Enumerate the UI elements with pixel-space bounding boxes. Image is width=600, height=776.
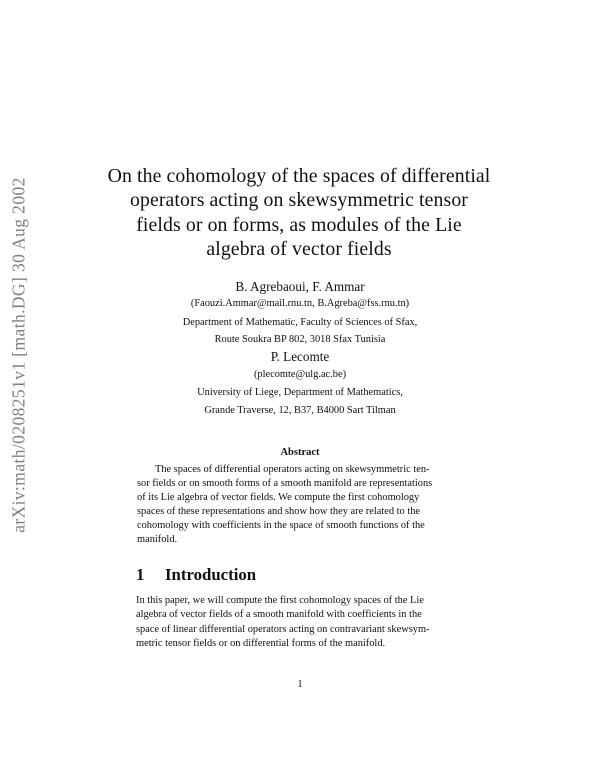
introduction-line: algebra of vector fields of a smooth manifold with coefficients in the	[136, 609, 422, 621]
title-line: operators acting on skewsymmetric tensor	[130, 189, 468, 212]
paper-title	[98, 164, 500, 262]
abstract-line: cohomology with coefficients in the space of smooth functions of the	[137, 520, 425, 532]
abstract-line: sor fields or on smooth forms of a smooth manifold are representations	[137, 478, 433, 490]
author-emails-group1: (Faouzi.Ammar@mail.rnu.tn, B.Agreba@fss.rnu.tn)	[190, 298, 410, 309]
abstract-heading: Abstract	[280, 447, 320, 458]
page-number: 1	[297, 679, 303, 690]
author-names-group2: P. Lecomte	[270, 349, 330, 364]
abstract-line: manifold.	[137, 534, 178, 546]
section-number: 1	[136, 565, 145, 584]
affiliation-line1-group2: University of Liege, Department of Mathematics,	[197, 387, 403, 398]
author-names-group1: B. Agrebaoui, F. Ammar	[235, 279, 365, 294]
abstract-line: spaces of these representations and show how they are related to the	[137, 506, 421, 518]
introduction-body	[136, 594, 466, 651]
arxiv-identifier-stamp: arXiv:math/0208251v1 [math.DG] 30 Aug 2002	[8, 177, 29, 533]
title-line: On the cohomology of the spaces of differential	[107, 165, 491, 187]
author-emails-group2: (plecomte@ulg.ac.be)	[253, 369, 347, 380]
affiliation-line2-group1: Route Soukra BP 802, 3018 Sfax Tunisia	[214, 334, 386, 345]
affiliation-line2-group2: Grande Traverse, 12, B37, B4000 Sart Tilman	[204, 405, 396, 416]
introduction-line: metric tensor fields or on differential forms of the manifold.	[136, 637, 386, 649]
section-title: Introduction	[165, 565, 257, 584]
title-line: fields or on forms, as modules of the Lie	[136, 213, 462, 236]
abstract-line: of its Lie algebra of vector fields. We compute the first cohomology	[137, 492, 420, 504]
affiliation-line1-group1: Department of Mathematic, Faculty of Sciences of Sfax,	[182, 317, 418, 328]
abstract-body	[137, 463, 463, 548]
introduction-line: space of linear differential operators acting on contravariant skewsym-	[136, 623, 430, 635]
abstract-line: The spaces of differential operators acting on skewsymmetric ten-	[155, 464, 430, 475]
introduction-line: In this paper, we will compute the first cohomology spaces of the Lie	[136, 595, 424, 606]
title-line: algebra of vector fields	[206, 238, 392, 261]
section-heading-introduction	[136, 565, 476, 585]
